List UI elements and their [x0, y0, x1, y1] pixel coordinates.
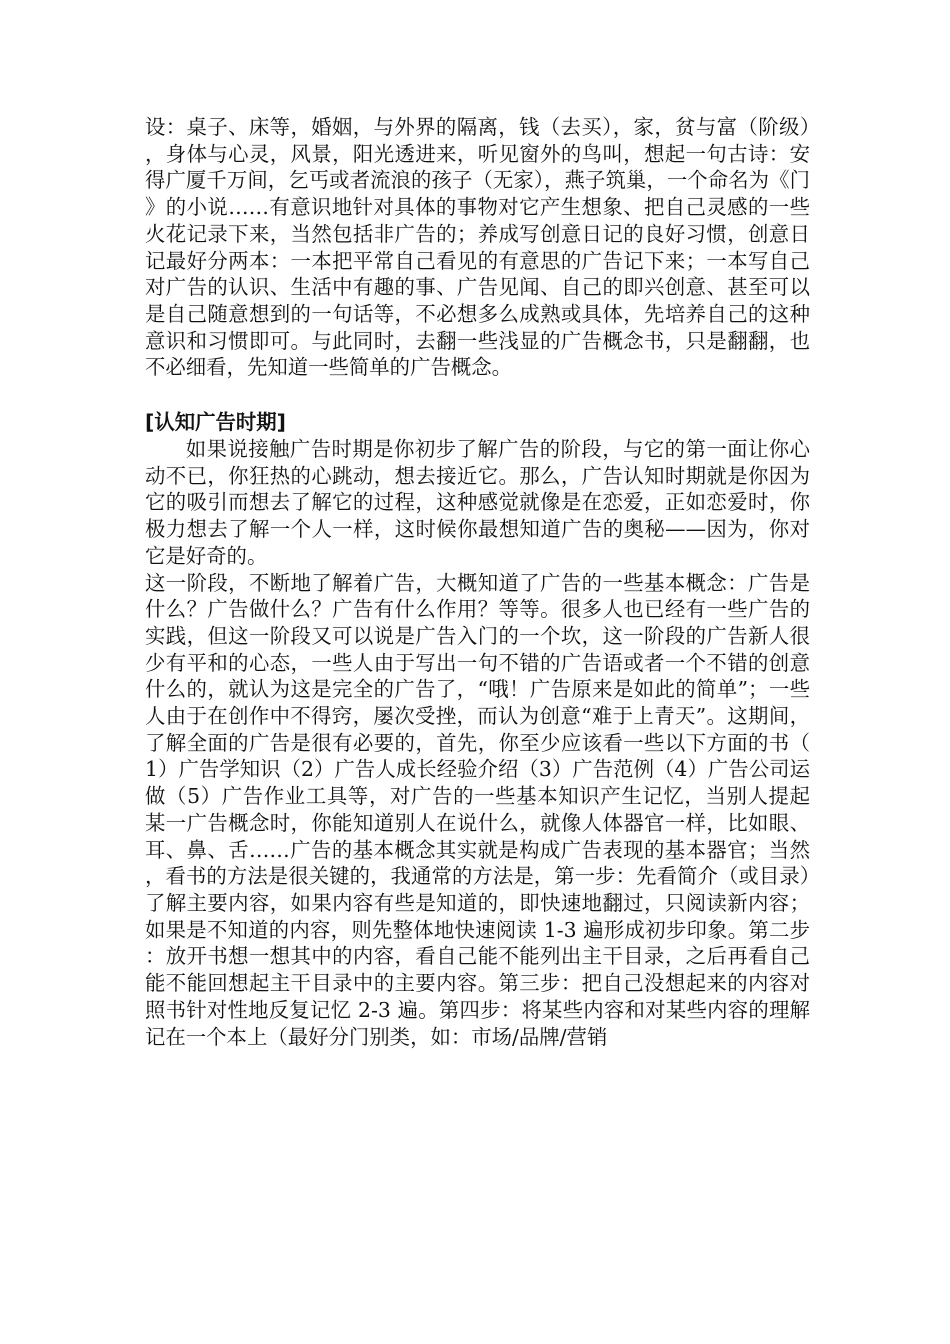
section-heading: [认知广告时期] — [145, 410, 286, 435]
document-page — [145, 114, 810, 1050]
paragraph-cognition-period: 如果说接触广告时期是你初步了解广告的阶段，与它的第一面让你心动不已，你狂热的心跳动，想去接近它。那么，广告认知时期就是你因为它的吸引而想去了解它的过程，这种感觉就像是在恋爱，正如恋爱时，你极力想去了解一个人一样，这时候你最想知道广告的奥秘——因为，你对它是好奇的。 — [145, 437, 810, 568]
paragraph-learning-method: 这一阶段，不断地了解着广告，大概知道了广告的一些基本概念：广告是什么？广告做什么？广告有什么作用？等等。很多人也已经有一些广告的实践，但这一阶段又可以说是广告入门的一个坎，这一阶段的广告新人很少有平和的心态，一些人由于写出一句不错的广告语或者一个不错的创意什么的，就认为这是完全的广告了，“哦！广告原来是如此的简单”；一些人由于在创作中不得窍，屡次受挫，而认为创意“难于上青天”。这期间，了解全面的广告是很有必要的，首先，你至少应该看一些以下方面的书（1）广告学知识（2）广告人成长经验介绍（3）广告范例（4）广告公司运做（5）广告作业工具等，对广告的一些基本知识产生记忆，当别人提起某一广告概念时，你能知道别人在说什么，就像人体器官一样，比如眼、耳、鼻、舌……广告的基本概念其实就是构成广告表现的基本器官；当然，看书的方法是很关键的，我通常的方法是，第一步：先看简介（或目录）了解主要内容，如果内容有些是知道的，即快速地翻过，只阅读新内容；如果是不知道的内容，则先整体地快速阅读 1-3 遍形成初步印象。第二步：放开书想一想其中的内容，看自己能不能列出主干目录，之后再看自己能不能回想起主干目录中的主要内容。第三步：把自己没想起来的内容对照书针对性地反复记忆 2-3 遍。第四步：将某些内容和对某些内容的理解记在一个本上（最好分门别类，如：市场/品牌/营销 — [145, 570, 810, 1049]
paragraph-intro: 设：桌子、床等，婚姻，与外界的隔离，钱（去买），家，贫与富（阶级），身体与心灵，风景，阳光透进来，听见窗外的鸟叫，想起一句古诗：安得广厦千万间，乞丐或者流浪的孩子（无家），燕子筑巢，一个命名为《门》的小说……有意识地针对具体的事物对它产生想象、把自己灵感的一些火花记录下来，当然包括非广告的；养成写创意日记的良好习惯，创意日记最好分两本：一本把平常自己看见的有意思的广告记下来；一本写自己对广告的认识、生活中有趣的事、广告见闻、自己的即兴创意、甚至可以是自己随意想到的一句话等，不必想多么成熟或具体，先培养自己的这种意识和习惯即可。与此同时，去翻一些浅显的广告概念书，只是翻翻，也不必细看，先知道一些简单的广告概念。 — [145, 115, 810, 380]
